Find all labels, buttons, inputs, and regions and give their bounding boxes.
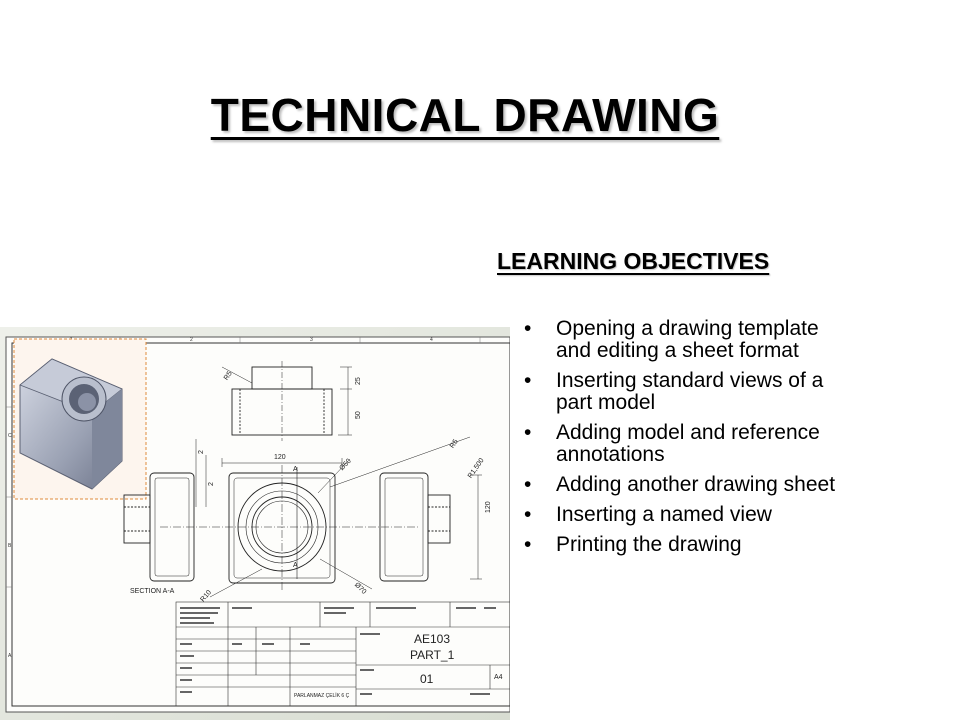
objective-text: Opening a drawing template: [556, 317, 819, 340]
technical-drawing-image: [0, 327, 510, 720]
dimension-label: 50: [355, 411, 362, 419]
border-label: B: [8, 543, 12, 549]
dimension-label: Ø70: [352, 581, 368, 596]
dimension-label: 2: [208, 482, 215, 486]
dimension-label: R1,500: [466, 457, 486, 480]
dimension-label: 120: [485, 501, 492, 513]
cut-marker: A: [293, 562, 298, 569]
border-label: A: [8, 653, 12, 659]
objective-text: Adding model and reference: [556, 421, 820, 444]
title-block-size: A4: [494, 674, 503, 681]
list-item: [520, 318, 940, 362]
list-item: [520, 504, 940, 526]
bullet-icon: •: [524, 533, 532, 556]
dimension-label: Ø50: [338, 457, 353, 473]
list-item: [520, 422, 940, 466]
dimension-label: 2: [198, 450, 205, 454]
bullet-icon: •: [524, 473, 532, 496]
bullet-icon: •: [524, 503, 532, 526]
bullet-icon: •: [524, 317, 532, 340]
objective-text: and editing a sheet format: [556, 339, 799, 362]
objective-text: Printing the drawing: [556, 533, 742, 556]
bullet-icon: •: [524, 421, 532, 444]
dimension-label: 25: [355, 377, 362, 385]
objective-text: Inserting a named view: [556, 503, 772, 526]
title-block-sheet: 01: [420, 672, 434, 686]
dimension-label: R5: [222, 370, 234, 382]
section-heading: LEARNING OBJECTIVES: [497, 248, 770, 274]
border-label: 2: [190, 337, 193, 343]
dimension-label: R10: [199, 589, 213, 604]
objectives-list: [520, 318, 940, 564]
slide-title: TECHNICAL DRAWING: [210, 89, 720, 141]
objective-text: part model: [556, 391, 656, 414]
border-label: 3: [310, 337, 313, 343]
objective-text: annotations: [556, 443, 665, 466]
title-block-part: PART_1: [410, 648, 455, 662]
objective-text: Adding another drawing sheet: [556, 473, 836, 496]
list-item: [520, 534, 940, 556]
border-label: C: [8, 433, 12, 439]
dimension-label: R5: [448, 438, 460, 450]
cut-marker: A: [293, 466, 298, 473]
bullet-icon: •: [524, 369, 532, 392]
border-label: 4: [430, 337, 433, 343]
objective-text: Inserting standard views of a: [556, 369, 824, 392]
dimension-label: 120: [274, 454, 286, 461]
section-label: SECTION A-A: [130, 588, 175, 595]
title-block-material: PARLANMAZ ÇELİK 6 Ç: [294, 693, 350, 699]
list-item: [520, 474, 940, 496]
title-block-code: AE103: [414, 632, 451, 646]
list-item: [520, 370, 940, 414]
